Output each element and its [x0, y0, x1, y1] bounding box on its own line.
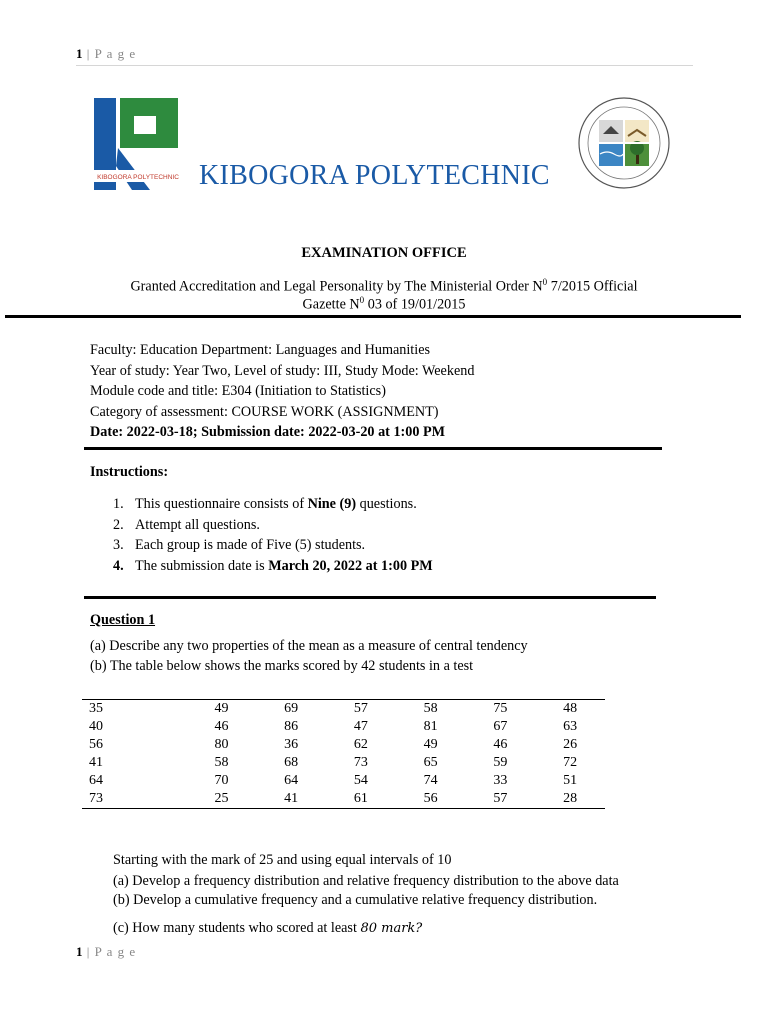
office-rule [5, 315, 741, 318]
footer-page-separator: | [82, 944, 95, 959]
year-line: Year of study: Year Two, Level of study: III, Study Mode: Weekend [90, 362, 475, 379]
accreditation-line-1: Granted Accreditation and Legal Personality by The Ministerial Order $N^0$ 7/2015 Official [130, 277, 638, 295]
table-cell: 35 [89, 701, 103, 716]
module-line: Module code and title: E304 (Initiation to Statistics) [90, 383, 386, 399]
question-part-b: (b) The table below shows the marks scored by 42 students in a test [90, 658, 474, 674]
question-heading: Question 1 [90, 612, 156, 628]
table-cell: 41 [89, 755, 103, 770]
footer-page-word: P a g e [94, 944, 137, 959]
accreditation-line-2: Gazette $N^0$ 03 of 19/01/2015 [302, 295, 466, 313]
table-cell: 62 [353, 737, 368, 752]
instructions-heading: Instructions: [90, 464, 169, 480]
table-cell: 72 [563, 755, 578, 770]
table-cell: 64 [89, 773, 103, 788]
table-cell: 56 [89, 737, 103, 752]
question-part-a: (a) Describe any two properties of the mean as a measure of central tendency [90, 638, 528, 654]
sub-question-c: (c) How many students who scored at least 80 mark? [113, 920, 423, 936]
table-cell: 63 [563, 719, 578, 734]
header-rule [76, 65, 693, 66]
page-separator: | [82, 46, 95, 61]
footer-page-number: 1 [76, 944, 83, 959]
office-title: EXAMINATION OFFICE [301, 245, 467, 261]
table-cell: 41 [284, 791, 299, 806]
table-cell: 81 [423, 719, 438, 734]
instruction-item: 2. Attempt all questions. [113, 516, 260, 533]
table-cell: 46 [214, 719, 229, 734]
course-details [90, 340, 474, 443]
table-cell: 26 [563, 737, 578, 752]
instruction-item: 4. The submission date is March 20, 2022 at 1:00 PM [113, 557, 433, 574]
table-cell: 68 [284, 755, 299, 770]
table-cell: 54 [353, 773, 368, 788]
table-row [82, 700, 605, 719]
table-cell: 75 [493, 701, 508, 716]
table-row [82, 790, 605, 809]
instructions-list [113, 494, 433, 576]
instructions-rule [84, 596, 656, 599]
date-line: Date: 2022-03-18; Submission date: 2022-03-20 at 1:00 PM [90, 424, 446, 440]
institution-seal [577, 96, 671, 190]
table-cell: 25 [214, 791, 229, 806]
table-cell: 40 [89, 719, 103, 734]
table-cell: 51 [563, 773, 578, 788]
table-cell: 64 [284, 773, 299, 788]
table-cell: 61 [353, 791, 368, 806]
table-cell: 65 [423, 755, 438, 770]
table-cell: 49 [214, 701, 229, 716]
marks-table [82, 699, 605, 809]
sub-question-a: (a) Develop a frequency distribution and relative frequency distribution to the above data [113, 873, 619, 889]
category-line: Category of assessment: COURSE WORK (ASSIGNMENT) [90, 403, 439, 420]
table-cell: 59 [493, 755, 508, 770]
faculty-line: Faculty: Education Department: Languages and Humanities [90, 342, 431, 358]
table-cell: 36 [284, 737, 299, 752]
page-number: 1 [76, 46, 83, 61]
table-cell: 28 [563, 791, 578, 806]
table-cell: 58 [423, 701, 438, 716]
table-cell: 73 [353, 755, 368, 770]
page-header [76, 46, 136, 62]
table-cell: 80 [214, 737, 229, 752]
table-cell: 73 [89, 791, 103, 806]
sub-question-b: (b) Develop a cumulative frequency and a cumulative relative frequency distribution. [113, 892, 598, 908]
math-expression: 80 mark? [360, 921, 423, 936]
table-cell: 56 [423, 791, 438, 806]
table-row [82, 736, 605, 754]
table-cell: 69 [284, 701, 299, 716]
details-rule [84, 447, 662, 450]
logo-caption: KIBOGORA POLYTECHNIC [97, 174, 179, 181]
table-row [82, 754, 605, 772]
table-cell: 86 [284, 719, 299, 734]
table-cell: 46 [493, 737, 508, 752]
page-word: P a g e [94, 46, 137, 61]
instruction-item: 1. This questionnaire consists of Nine (9) questions. [113, 496, 417, 512]
table-cell: 47 [353, 719, 368, 734]
table-cell: 33 [493, 773, 508, 788]
table-cell: 67 [493, 719, 508, 734]
institution-name: KIBOGORA POLYTECHNIC [199, 160, 550, 191]
table-cell: 57 [353, 701, 368, 716]
table-cell: 74 [423, 773, 438, 788]
table-cell: 70 [214, 773, 229, 788]
table-row [82, 718, 605, 736]
table-row [82, 772, 605, 790]
table-cell: 57 [493, 791, 508, 806]
institution-logo [92, 96, 184, 192]
table-cell: 49 [423, 737, 438, 752]
page-footer [76, 944, 136, 960]
interval-instruction: Starting with the mark of 25 and using equal intervals of 10 [113, 852, 452, 868]
table-cell: 58 [214, 755, 229, 770]
instruction-item: 3. Each group is made of Five (5) students. [113, 537, 366, 553]
table-cell: 48 [563, 701, 578, 716]
